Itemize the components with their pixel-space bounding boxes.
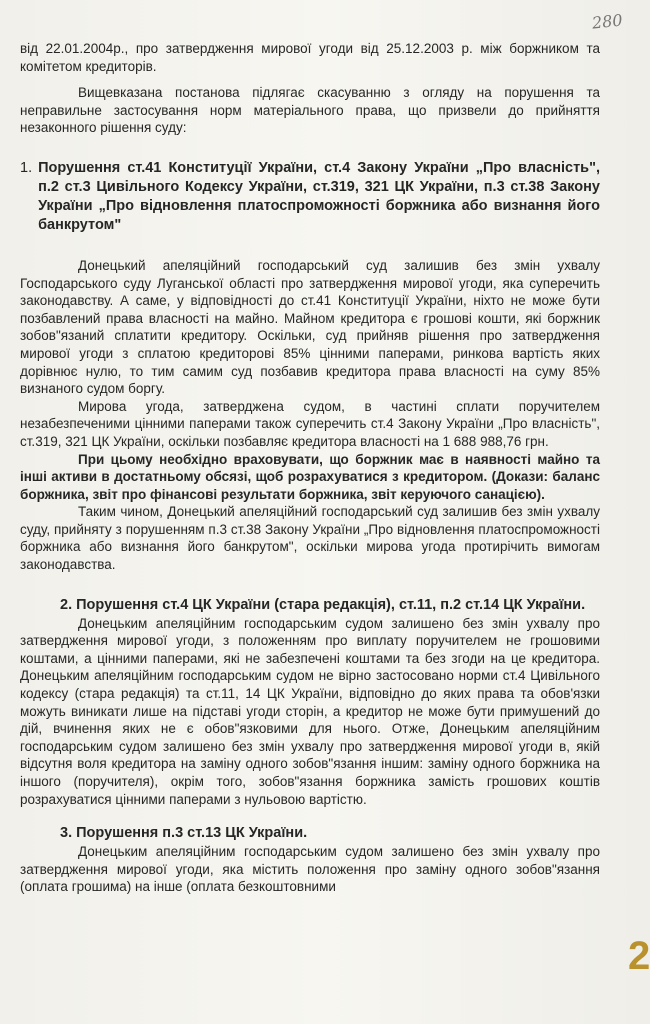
document-body	[20, 40, 600, 896]
paragraph-section1-body: Донецький апеляційний господарський суд залишив без змін ухвалу Господарського суду Луганської області про затвердження мирової угоди, яка суперечить законодавству. А саме, у відповідності до ст.41 Конституції України, ніхто не може бути позбавлений права власності на майно. Майном кредитора є грошові кошти, які боржник зобов"язаний сплатити кредитору. Оскільки, суд прийняв рішення про затвердження мирової угоди з сплатою кредиторові 85% цінними паперами, ринкова вартість яких дорівнює нулю, то тим самим суд позбавив кредитора права власності на суму 85% визнаного судом боргу.	[20, 257, 600, 397]
paragraph-section2-body: Донецьким апеляційним господарським судом залишено без змін ухвалу про затвердження мирової угоди, з положенням про виплату поручителем не грошовими коштами, а цінними паперами, які не забезпечені коштами та без згоди на це кредитора. Донецьким апеляційним господарським судом не вірно застосовано норми ст.4 Цивільного кодексу (стара редакція) та ст.11, 14 ЦК України, відповідно до яких права та обов'язки можуть виникати лише на підставі угоди сторін, а кредитор не може бути примушений до дій, вчинення яких не є обов"язковими для нього. Отже, Донецьким апеляційним господарським судом залишено без змін ухвалу про затвердження мирової угоди в, якій відсутня воля кредитора на заміну одного зобов"язання іншим: заміну одного боржника на іншого (поручителя), окрім того, зобов"язання боржника замість грошових коштів розрахуватися цінними паперами з нульовою вартістю.	[20, 615, 600, 807]
paragraph-section1-bold: При цьому необхідно враховувати, що боржник має в наявності майно та інші активи в достатньому обсязі, щоб розрахуватися з кредитором. (Докази: баланс боржника, звіт про фінансові результати боржника, звіт керуючого санацією).	[20, 451, 600, 502]
section-number-1: 1.	[20, 159, 33, 176]
section-heading-2: 2. Порушення ст.4 ЦК України (стара редакція), ст.11, п.2 ст.14 ЦК України.	[60, 596, 586, 613]
handwritten-page-number: 280	[591, 10, 624, 33]
paragraph-section3-body: Донецьким апеляційним господарським судом залишено без змін ухвалу про затвердження мирової угоди, яка містить положення про заміну одного зобов"язання (оплата грошима) на інше (оплата безкоштовними	[20, 844, 600, 895]
section-heading-1-text: Порушення ст.41 Конституції України, ст.4 Закону України „Про власність", п.2 ст.3 Цивільного Кодексу України, ст.319, 321 ЦК України, п.3 ст.38 Закону України „Про відновлення платоспроможності боржника або визнання його банкрутом"	[38, 159, 600, 233]
paragraph-section1-conclusion: Таким чином, Донецький апеляційний господарський суд залишив без змін ухвалу суду, прийняту з порушенням п.3 ст.38 Закону України „Про відновлення платоспроможності боржника або визнання його банкрутом", оскільки мирова угода протирічить вимогам законодавства.	[20, 504, 600, 573]
section-heading-1	[20, 159, 600, 235]
section-heading-3: 3. Порушення п.3 ст.13 ЦК України.	[60, 825, 308, 842]
page-edge-marker: 2	[628, 934, 650, 978]
paragraph-section1-settlement: Мирова угода, затверджена судом, в частині сплати поручителем незабезпеченими цінними паперами також суперечить ст.4 Закону України „Про власність", ст.319, 321 ЦК України, оскільки позбавляє кредитора власності на 1 688 988,76 грн.	[20, 398, 600, 449]
paragraph-intro-continuation: від 22.01.2004р., про затвердження мирової угоди від 25.12.2003 р. між боржником та комітетом кредиторів.	[20, 41, 600, 74]
paragraph-grounds: Вищевказана постанова підлягає скасуванню з огляду на порушення та неправильне застосування норм матеріального права, що призвели до прийняття незаконного рішення суду:	[20, 85, 600, 136]
